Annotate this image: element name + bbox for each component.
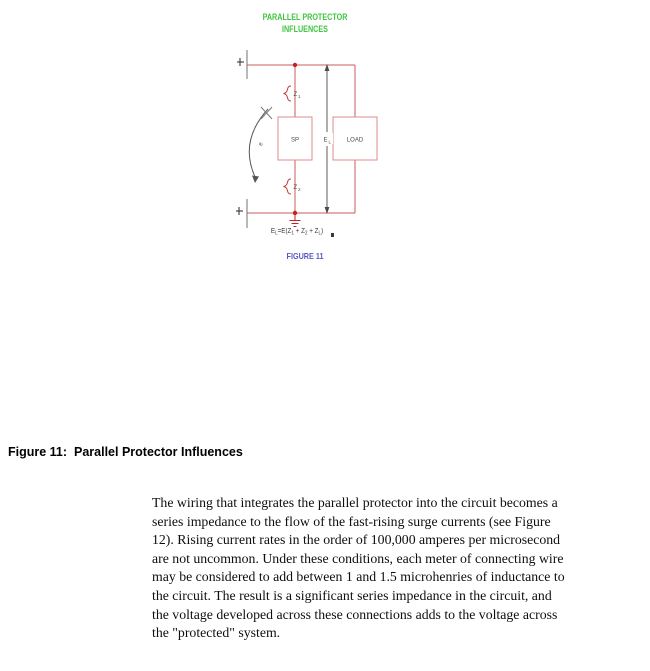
z2-subscript: 2 xyxy=(298,187,301,192)
body-line: the "protected" system. xyxy=(152,625,281,641)
body-line: 12). Rising current rates in the order of 100,000 amperes per microsecond xyxy=(152,532,561,548)
equation-marker xyxy=(331,233,334,237)
circuit-diagram xyxy=(225,45,395,245)
equation xyxy=(230,228,365,237)
impedance-z1-icon xyxy=(284,86,292,101)
impedance-z2-icon xyxy=(284,179,292,194)
equation-rhs2: + Z xyxy=(293,228,305,235)
equation-sub2: 2 xyxy=(304,230,308,237)
figure-number-label: FIGURE 11 xyxy=(286,251,324,261)
body-line: The wiring that integrates the parallel protector into the circuit becomes a xyxy=(152,495,558,510)
body-line: may be considered to add between 1 and 1.5 microhenries of inductance to xyxy=(152,569,565,585)
figure-title-line2: INFLUENCES xyxy=(281,23,328,34)
ground-icon xyxy=(290,213,301,227)
body-line: the circuit. The result is a significant series impedance in the circuit, and xyxy=(152,587,552,603)
equation-lhs-sub: L xyxy=(275,230,278,237)
figure-title xyxy=(235,12,375,35)
el-label: E xyxy=(323,137,328,144)
equation-sub3: L xyxy=(318,230,322,237)
figure-title-line1: PARALLEL PROTECTOR xyxy=(262,12,348,22)
sp-box-label: SP xyxy=(290,137,300,144)
figure-caption: Figure 11: Parallel Protector Influences xyxy=(8,445,243,459)
body-line: series impedance to the flow of the fast-rising surge currents (see Figure xyxy=(152,513,551,529)
load-box-label: LOAD xyxy=(346,137,364,144)
equation-rhs3: + Z xyxy=(307,228,319,235)
z1-subscript: 1 xyxy=(298,94,301,99)
body-line: are not uncommon. Under these conditions, each meter of connecting wire xyxy=(152,550,564,566)
body-paragraph xyxy=(152,494,650,643)
z1-label: Z xyxy=(293,92,298,98)
equation-sub1: 1 xyxy=(291,230,294,237)
source-arc-arrowhead xyxy=(252,176,259,184)
z2-label: Z xyxy=(293,185,298,191)
node-dot-top xyxy=(293,63,297,67)
equation-lhs: E xyxy=(270,228,276,235)
el-subscript: L xyxy=(328,139,332,145)
source-label: e xyxy=(258,141,265,147)
body-line: the voltage developed across these connections adds to the voltage across xyxy=(152,606,558,622)
equation-close: ) xyxy=(321,228,324,235)
equation-rhs1: =E(Z xyxy=(277,228,292,235)
